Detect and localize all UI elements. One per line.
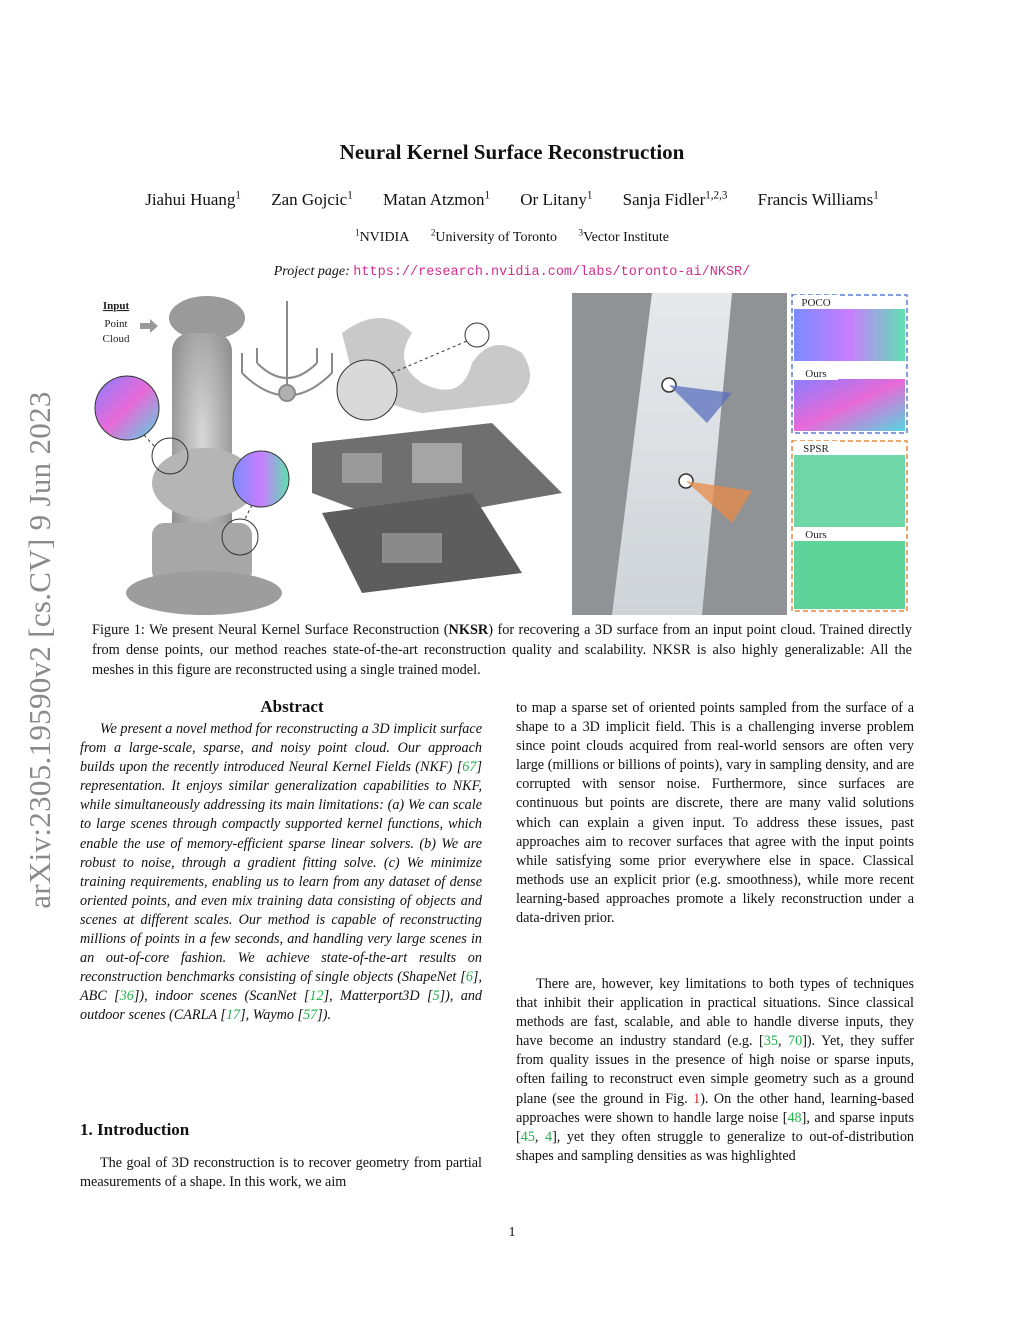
project-page-link[interactable]: https://research.nvidia.com/labs/toronto-ai/NKSR/ (353, 265, 751, 280)
citation-link[interactable]: 36 (119, 988, 134, 1005)
figure-ref-link[interactable]: 1 (693, 1090, 701, 1107)
abstract-heading: Abstract (260, 697, 324, 716)
abstract-text: We present a novel method for reconstructing a 3D implicit surface from a large-scale, sparse, and noisy point cloud. Our approach builds upon the recently introduced Neural Kernel Fields (NKF) [67] representation. It enjoys similar generalization capabilities to NKF, while simultaneously addressing its main limitations: (a) We can scale to large scenes through compactly supported kernel functions, which enable the use of memory-efficient sparse linear solvers. (b) We are robust to noise, through a gradient fitting solve. (c) We minimize training requirements, enabling us to learn from any dataset of dense oriented points, and even mix training data consisting of objects and scenes at different scales. Our method is capable of reconstructing millions of points in a few seconds, and handling very large scenes in an out-of-core fashion. We achieve state-of-the-art results on reconstruction benchmarks consisting of single objects (ShapeNet [6], ABC [36]), indoor scenes (ScanNet [12], Matterport3D [5]), and outdoor scenes (CARLA [17], Waymo [57]). (80, 721, 483, 1024)
citation-link[interactable]: 4 (544, 1128, 553, 1145)
author: Zan Gojcic$^1$ (271, 189, 353, 209)
affiliation: $^1$NVIDIA (355, 227, 410, 245)
panel-label-poco: POCO (801, 297, 831, 309)
figure-1 (92, 293, 910, 615)
author: Or Litany$^1$ (520, 189, 593, 209)
chandelier-mesh (242, 301, 332, 401)
comparison-panels (792, 295, 907, 611)
project-page-label: Project page: (273, 264, 350, 279)
dragon-mesh (337, 318, 530, 420)
intro-text: The goal of 3D reconstruction is to recover geometry from partial measurements of a shape. In this work, we aim (80, 1155, 482, 1191)
input-label (103, 300, 158, 345)
panel-label-ours-1: Ours (805, 368, 827, 380)
author: Sanja Fidler$^{1,2,3}$ (622, 189, 728, 209)
page-number: 1 (508, 1225, 516, 1240)
project-page (0, 264, 1024, 280)
street-scene-mesh (572, 293, 787, 615)
citation-link[interactable]: 17 (225, 1007, 241, 1024)
figure-caption: Figure 1: We present Neural Kernel Surface Reconstruction (NKSR) for recovering a 3D surface from an input point cloud. Trained directly from dense points, our method reaches state-of-the-art reconstruction quality and scalability. NKSR is also highly generalizable: All the meshes in this figure are reconstructed using a single trained model. (92, 622, 912, 678)
affiliation: $^3$Vector Institute (578, 227, 669, 245)
author: Matan Atzmon$^1$ (382, 189, 491, 209)
indoor-scene-mesh (312, 423, 562, 593)
author-list (0, 190, 1024, 210)
citation-link[interactable]: 6 (465, 969, 473, 986)
right-column-paragraph-1: to map a sparse set of oriented points sampled from the surface of a shape to a 3D implicit field. This is a challenging inverse problem since point clouds acquired from real-world sensors are often very large (millions or billions of points), vary in sampling density, and are corrupted with sensor noise. Furthermore, since surfaces are continuous but points are discrete, there are many valid solutions which can explain a given input. To address these issues, past approaches aim to recover surfaces that agree with the input points while satisfying some prior everywhere else in space. Classical methods use an explicit prior (e.g. smoothness), while more recent learning-based approaches promote a likely reconstruction under a data-driven prior. (516, 700, 914, 927)
citation-link[interactable]: 67 (462, 759, 477, 776)
intro-heading: 1. Introduction (80, 1120, 190, 1139)
affiliation: $^2$University of Toronto (430, 227, 558, 245)
affiliation-list (0, 227, 1024, 246)
citation-link[interactable]: 57 (303, 1007, 318, 1024)
citation-link[interactable]: 70 (788, 1033, 803, 1050)
author: Francis Williams$^1$ (757, 189, 879, 209)
citation-link[interactable]: 48 (787, 1109, 802, 1126)
input-label-line2: Cloud (102, 333, 130, 345)
panel-label-spsr: SPSR (803, 443, 829, 455)
panel-label-ours-2: Ours (805, 529, 827, 541)
author: Jiahui Huang$^1$ (145, 189, 241, 209)
citation-link[interactable]: 5 (432, 988, 440, 1005)
arxiv-sidebar-id: arXiv:2305.19590v2 [cs.CV] 9 Jun 2023 (22, 391, 57, 909)
citation-link[interactable]: 12 (309, 988, 324, 1005)
citation-link[interactable]: 35 (763, 1033, 778, 1050)
input-label-title: Input (102, 300, 130, 312)
input-label-line1: Point (104, 318, 128, 330)
arrow-right-icon (140, 319, 158, 333)
citation-link[interactable]: 45 (520, 1128, 535, 1145)
paper-title: Neural Kernel Surface Reconstruction (339, 140, 685, 164)
right-column-paragraph-2: There are, however, key limitations to both types of techniques that inhibit their application in practical situations. Since classical methods are fast, scalable, and able to handle diverse inputs, they have become an industry standard (e.g. [35, 70]). Yet, they suffer from quality issues in the presence of high noise or sparse inputs, often failing to reconstruct even simple geometry such as a ground plane (see the ground in Fig. 1). On the other hand, learning-based approaches were shown to handle large noise [48], and sparse inputs [45, 4], yet they often struggle to generalize to out-of-distribution shapes and sampling densities as was highlighted (516, 976, 915, 1164)
